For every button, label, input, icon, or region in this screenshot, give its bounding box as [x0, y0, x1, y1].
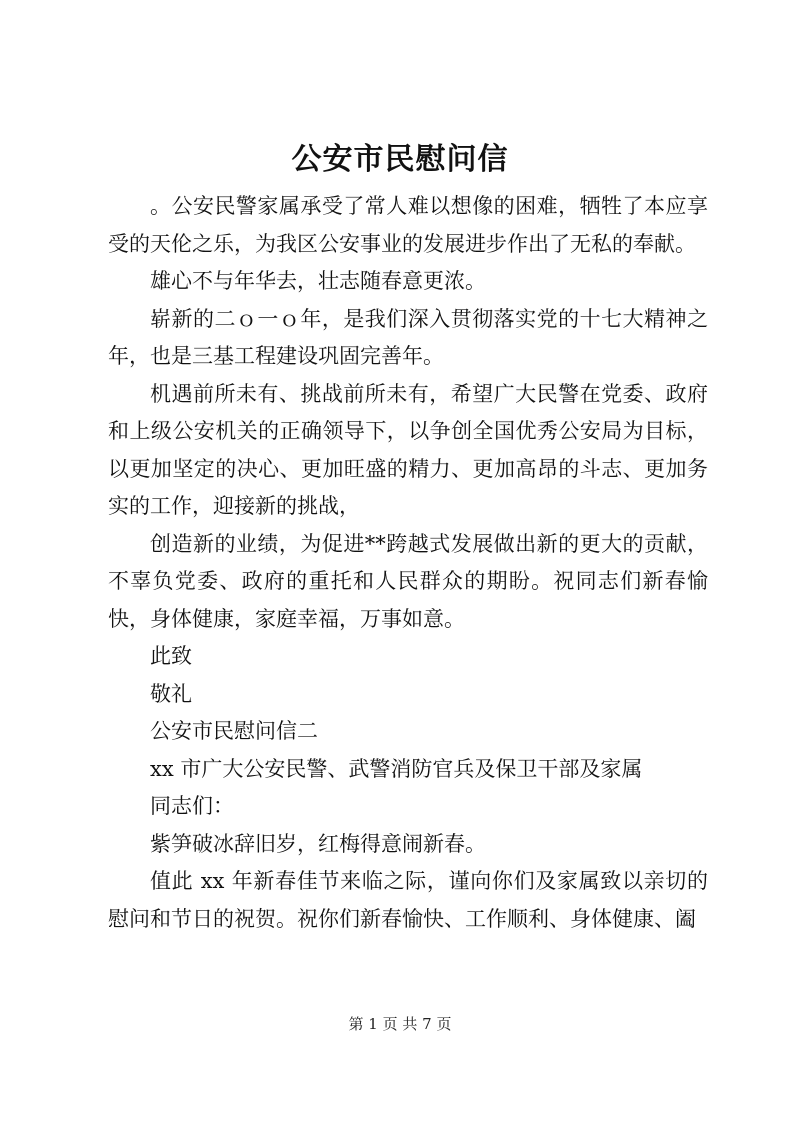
paragraph-couplet: 紫笋破冰辞旧岁，红梅得意闹新春。: [150, 831, 486, 856]
paragraph-greetings: 值此 xx 年新春佳节来临之际，谨向你们及家属致以亲切的慰问和节日的祝贺。祝你们新春愉快、工作顺利、身体健康、阖: [108, 869, 708, 931]
paragraph-1: 。公安民警家属承受了常人难以想像的困难，牺牲了本应享受的天伦之乐，为我区公安事业的发展进步作出了无私的奉献。: [108, 194, 708, 256]
second-letter-recipients: xx 市广大公安民警、武警消防官兵及保卫干部及家属: [150, 756, 643, 781]
paragraph-5: 创造新的业绩，为促进**跨越式发展做出新的更大的贡献，不辜负党委、政府的重托和人民群众的期盼。祝同志们新春愉快，身体健康，家庭幸福，万事如意。: [108, 531, 708, 631]
page-indicator: 第 1 页 共 7 页: [348, 1015, 452, 1033]
closing-salutation: 此致: [150, 644, 192, 668]
second-letter-title: 公安市民慰问信二: [150, 719, 318, 743]
closing-regards: 敬礼: [150, 681, 192, 706]
paragraph-4: 机遇前所未有、挑战前所未有，希望广大民警在党委、政府和上级公安机关的正确领导下，以争创全国优秀公安局为目标，以更加坚定的决心、更加旺盛的精力、更加高昂的斗志、更加务实的工作，迎接新的挑战，: [108, 381, 708, 518]
document-body: [108, 188, 708, 938]
paragraph-2: 雄心不与年华去，壮志随春意更浓。: [150, 269, 486, 293]
paragraph-3: 崭新的二ｏ一ｏ年，是我们深入贯彻落实党的十七大精神之年，也是三基工程建设巩固完善年。: [108, 306, 708, 368]
second-letter-greeting: 同志们：: [150, 794, 234, 818]
page-title: 公安市民慰问信: [291, 142, 509, 177]
